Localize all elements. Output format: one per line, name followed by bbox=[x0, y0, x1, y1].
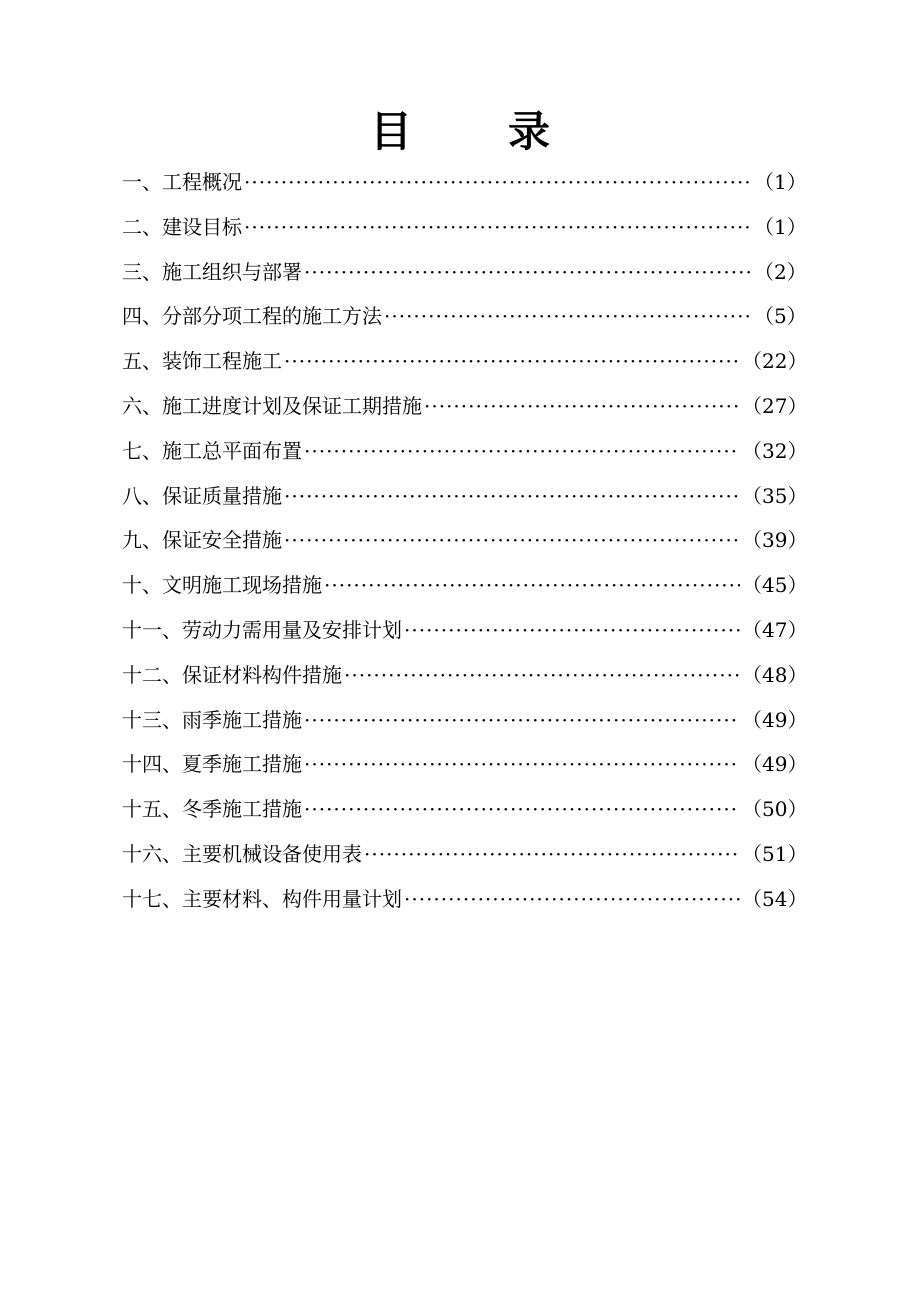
toc-entry-label: 十四、夏季施工措施 bbox=[122, 752, 302, 777]
toc-leader-dots bbox=[424, 384, 740, 429]
toc-entry-label: 十、文明施工现场措施 bbox=[122, 573, 322, 598]
toc-entry[interactable] bbox=[122, 384, 812, 429]
toc-entry[interactable] bbox=[122, 608, 812, 653]
toc-entry-page: （45） bbox=[742, 573, 808, 598]
toc-entry-page: （39） bbox=[742, 528, 808, 553]
toc-entry-label: 七、施工总平面布置 bbox=[122, 438, 302, 463]
toc-entry-label: 三、施工组织与部署 bbox=[122, 259, 302, 284]
toc-entry-label: 十二、保证材料构件措施 bbox=[122, 662, 342, 687]
toc-leader-dots bbox=[304, 787, 740, 832]
toc-entry-page: （47） bbox=[742, 617, 808, 642]
toc-leader-dots bbox=[244, 205, 752, 250]
toc-leader-dots bbox=[284, 518, 740, 563]
toc-entry-label: 十一、劳动力需用量及安排计划 bbox=[122, 617, 402, 642]
toc-entry-page: （27） bbox=[742, 393, 808, 418]
toc-entry[interactable] bbox=[122, 742, 812, 787]
toc-entry-page: （35） bbox=[742, 483, 808, 508]
toc-entry[interactable] bbox=[122, 474, 812, 519]
toc-entry[interactable] bbox=[122, 205, 812, 250]
toc-leader-dots bbox=[304, 742, 740, 787]
toc-entry[interactable] bbox=[122, 160, 812, 205]
toc-leader-dots bbox=[304, 429, 740, 474]
toc-entry-page: （1） bbox=[754, 170, 807, 194]
toc-leader-dots bbox=[384, 294, 752, 339]
toc-leader-dots bbox=[244, 160, 752, 205]
toc-entry[interactable] bbox=[122, 832, 812, 877]
toc-entry[interactable] bbox=[122, 563, 812, 608]
page-title bbox=[0, 104, 920, 160]
toc-entry-page: （1） bbox=[754, 214, 807, 239]
toc-entry-label: 十五、冬季施工措施 bbox=[122, 797, 302, 822]
toc-entry-label: 四、分部分项工程的施工方法 bbox=[122, 304, 382, 329]
toc-entry[interactable] bbox=[122, 250, 812, 295]
toc-leader-dots bbox=[344, 653, 740, 698]
title-char-1: 目 bbox=[369, 107, 412, 156]
toc-entry[interactable] bbox=[122, 429, 812, 474]
toc-entry[interactable] bbox=[122, 877, 812, 922]
toc-entry[interactable] bbox=[122, 787, 812, 832]
toc-leader-dots bbox=[404, 877, 740, 922]
toc-leader-dots bbox=[404, 608, 740, 653]
toc-entry[interactable] bbox=[122, 518, 812, 563]
toc-entry-page: （49） bbox=[742, 707, 808, 732]
toc-entry-label: 十三、雨季施工措施 bbox=[122, 707, 302, 732]
toc-entry-label: 二、建设目标 bbox=[122, 214, 242, 239]
toc-leader-dots bbox=[324, 563, 740, 608]
toc-entry-label: 九、保证安全措施 bbox=[122, 528, 282, 553]
toc-leader-dots bbox=[364, 832, 740, 877]
toc-entry-page: （2） bbox=[754, 259, 807, 284]
toc-entry-page: （50） bbox=[742, 797, 808, 822]
toc-entry-label: 十六、主要机械设备使用表 bbox=[122, 841, 362, 866]
toc-entry-page: （51） bbox=[742, 841, 808, 866]
toc-entry-page: （49） bbox=[742, 752, 808, 777]
table-of-contents bbox=[122, 160, 812, 922]
toc-entry-page: （32） bbox=[742, 438, 808, 463]
toc-entry-label: 一、工程概况 bbox=[122, 170, 242, 194]
toc-leader-dots bbox=[304, 250, 752, 295]
toc-leader-dots bbox=[304, 698, 740, 743]
toc-entry-page: （22） bbox=[742, 349, 808, 374]
toc-entry[interactable] bbox=[122, 339, 812, 384]
toc-entry-page: （5） bbox=[754, 304, 807, 329]
toc-entry-page: （48） bbox=[742, 662, 808, 687]
toc-entry[interactable] bbox=[122, 294, 812, 339]
toc-entry-label: 五、装饰工程施工 bbox=[122, 349, 282, 374]
toc-entry-page: （54） bbox=[742, 886, 808, 911]
toc-entry[interactable] bbox=[122, 698, 812, 743]
toc-entry-label: 十七、主要材料、构件用量计划 bbox=[122, 886, 402, 911]
toc-entry-label: 六、施工进度计划及保证工期措施 bbox=[122, 393, 422, 418]
toc-leader-dots bbox=[284, 339, 740, 384]
toc-entry[interactable] bbox=[122, 653, 812, 698]
toc-entry-label: 八、保证质量措施 bbox=[122, 483, 282, 508]
toc-leader-dots bbox=[284, 474, 740, 519]
title-char-2: 录 bbox=[508, 107, 551, 156]
